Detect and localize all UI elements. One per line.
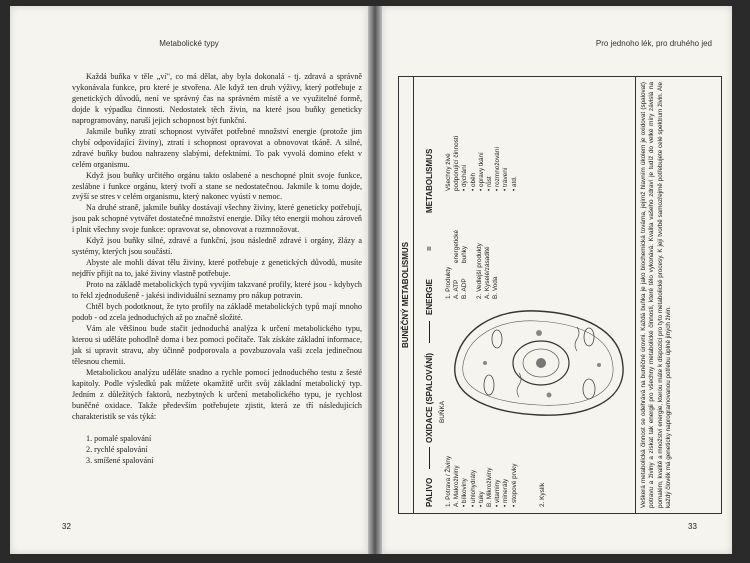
fuel-item: A. Makroživiny — [453, 465, 461, 507]
list-item: 3. smíšené spalování — [86, 455, 154, 465]
cell-label: BUŇKA — [439, 400, 446, 423]
rotated-figure — [399, 77, 721, 513]
fuel-item: B. Mikroživiny — [486, 467, 494, 507]
fuel-item: • minerály — [502, 478, 510, 507]
fuel-item: 2. Kyslík — [538, 482, 546, 507]
oxidation-list — [72, 433, 362, 466]
cell-metabolism-figure — [398, 76, 722, 514]
body-text — [72, 72, 362, 466]
metabolism-item: • růst — [486, 176, 494, 191]
fuel-list — [445, 427, 547, 507]
energy-item: buňky — [461, 245, 468, 263]
metabolism-item: • rozmnožování — [494, 146, 502, 191]
running-head: Pro jednoho lék, pro druhého jed — [595, 39, 712, 48]
paragraph: Chtěl bych podotknout, že tyto profily na základě metabolických typů mají mnoho podob - od zcela jednoduchých až po značně složité. — [72, 302, 362, 322]
energy-item: energetické — [453, 229, 460, 263]
page-number: 32 — [62, 522, 71, 531]
metabolism-item: • dýchání — [461, 164, 469, 191]
paragraph: Když jsou buňky určitého orgánu takto oslabené a neschopné plnit svoje funkce, zeslábne i funkce orgánu, který tvoří a stane se nedostatečnou. Jakmile k tomu dojde, zvýší se stres v celém organismu, který nakonec vyústí v nemoc. — [72, 170, 362, 202]
fuel-item: • bílkoviny — [461, 478, 469, 507]
paragraph: Jakmile buňky ztratí schopnost vytvářet potřebné množství energie (protože jim chybí odpovídající živiny), ztratí i schopnost opravovat a obnovovat tkáně. A silné, zdravé buňky budou nahrazeny slabými, defektními. To pak vyvolá domino efekt v celém organismu. — [72, 126, 362, 169]
flow-oxidace: OXIDACE (SPALOVÁNÍ) — [425, 352, 434, 443]
list-item: 1. pomalé spalování — [86, 433, 152, 443]
arrow-line — [429, 447, 430, 469]
energy-item: A. Kyselé/zásadité — [483, 246, 491, 299]
figure-caption: Veškerá metabolická činnost se odehrává na buněčné úrovni. Každá buňka je jako biochemická továrna, jejímž hlavním úkolem je oxidovat (spalovat) potravu a živiny a získat tak energii pro všechny metabolické činnosti, které tělo vykonává. Kvalita vašeho zdraví je tudíž do velké míry závislá na pomalém, kvalitě a množství energie, kterou máte k dispozici pro tyto metabolické procesy. K její tvorbě samozřejmě potřebujete celé spektrum živin. Ale každý člověk má geneticky naprogramovanou potřebu úplně jiných živin. — [635, 77, 678, 513]
metabolism-item: • opravy tkání — [477, 152, 485, 191]
paragraph: Abyste ale mohli dávat tělu živiny, které potřebuje z genetických důvodů, musíte nejdřív přijít na to, jaké živiny vlastně potřebuje. — [72, 258, 362, 279]
metabolism-item: podporující činnosti — [453, 135, 461, 191]
fuel-item: • vitaminy — [494, 479, 502, 507]
energy-item: B. ADP — [461, 278, 469, 299]
metabolism-item: • trávení — [502, 167, 510, 191]
book-gutter — [368, 6, 382, 554]
running-head: Metabolické typy — [159, 39, 219, 48]
energy-item: 1. Produkty — [445, 266, 452, 299]
figure-title: BUNĚČNÝ METABOLISMUS — [399, 77, 414, 513]
paragraph: Proto na základě metabolických typů vyvíjím takzvané profily, které jsou - kdybych to řekl zjednodušeně - jakési individuální seznamy pro nákup potravin. — [72, 280, 362, 301]
left-page — [10, 6, 368, 554]
flow-palivo: PALIVO — [425, 477, 434, 507]
arrow-line — [429, 321, 430, 343]
energy-item: A. ATP — [453, 279, 461, 299]
energy-item: B. Voda — [492, 276, 500, 299]
paragraph: Každá buňka v těle „ví", co má dělat, aby byla dokonalá - tj. zdravá a správně vykonávala funkce, pro které je stvořena. Ale když ten druh výživy, který potřebuje z genetických důvodů, není ve správný čas na správném místě a ve využitelné formě, dojde k výpadku činnosti. Nedostatek těch živin, na které jsou buňky geneticky naprogramovány, naruší jejich schopnost být funkční. — [72, 72, 362, 125]
metabolism-item: • oběh — [469, 172, 477, 191]
flow-energie: ENERGIE — [425, 278, 434, 315]
metabolism-item: Všechny živé — [445, 153, 452, 191]
fuel-item: • tuky — [477, 491, 485, 507]
energy-list — [445, 219, 500, 299]
metabolism-item: • atd. — [510, 176, 518, 191]
energy-item: 2. Vedlejší produkty — [475, 243, 483, 299]
flow-equals: = — [425, 246, 434, 251]
cell-illustration — [449, 303, 629, 423]
fuel-item: 1. Potrava / Živiny — [445, 455, 452, 507]
paragraph: Metabolickou analýzu uděláte snadno a rychle pomocí jednoduchého testu z šesté kapitoly. Podle výsledků pak můžete okamžitě určit svůj základní metabolický typ. Jedním z důležitých faktorů, nezbytných k určení metabolického typu, je rychlost buněčné oxidace. Takže především potřebujete zjistit, která ze tří následujících charakteristik se vás týká: — [72, 367, 362, 421]
flow-metabolismus: METABOLISMUS — [425, 148, 434, 213]
fuel-item: • uhlohydráty — [469, 469, 477, 507]
list-item: 2. rychlé spalování — [86, 444, 148, 454]
paragraph: Když jsou buňky silné, zdravé a funkční, jsou následně zdravé i orgány, žlázy a systémy, kterých jsou součástí. — [72, 236, 362, 257]
right-page — [382, 6, 732, 554]
paragraph: Vám ale většinou bude stačit jednoduchá analýza k určení metabolického typu, kterou si uděláte pohodlně doma i bez pomoci počítače. Tak získáte základní informace, jak si upravit stravu, aby účinně podporovala a povzbuzovala vaši zcela jedinečnou tělesnou chemii. — [72, 323, 362, 366]
page-number: 33 — [688, 522, 697, 531]
metabolism-list — [445, 81, 519, 191]
paragraph: Na druhé straně, jakmile buňky dostávají všechny živiny, které geneticky potřebují, jsou pak schopné vytvářet dostatečné množství energie. Díky této energii mohou zároveň i plnit všechny svoje funkce: opravovat se, obnovovat a rozmnožovat. — [72, 203, 362, 235]
fuel-item: • stopové prvky — [510, 463, 518, 507]
